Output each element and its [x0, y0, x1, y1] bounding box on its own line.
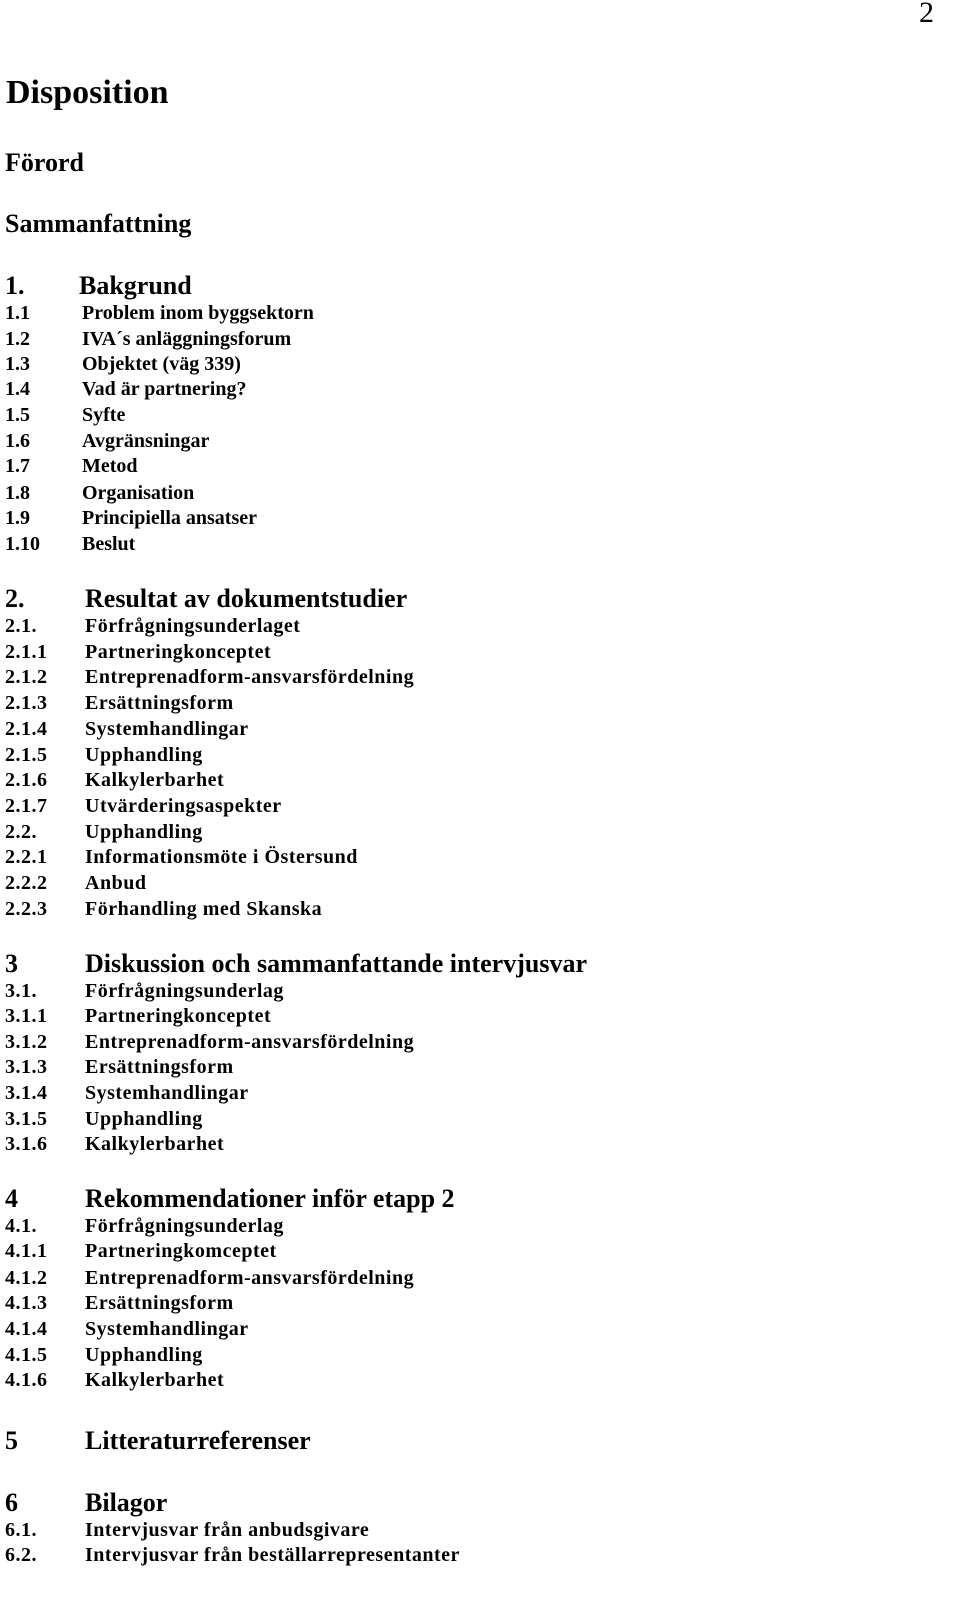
toc-entry-label: Partneringkonceptet [85, 641, 272, 663]
toc-chapter-title: Diskussion och sammanfattande intervjusvar [85, 949, 587, 978]
toc-entry-label: Kalkylerbarhet [85, 1133, 225, 1155]
toc-entry-number: 1.8 [5, 482, 30, 504]
toc-entry-number: 1.10 [5, 533, 40, 555]
toc-entry-label: Systemhandlingar [85, 718, 249, 740]
toc-entry-label: Organisation [82, 482, 195, 504]
toc-entry-number: 2.1.6 [5, 769, 48, 791]
toc-entry-label: Beslut [82, 533, 136, 555]
toc-entry-label: Anbud [85, 872, 147, 894]
toc-entry-label: Ersättningsform [85, 1292, 234, 1314]
toc-chapter-title: Bilagor [85, 1488, 168, 1517]
toc-entry-label: Partneringkomceptet [85, 1240, 277, 1262]
toc-entry-number: 1.9 [5, 507, 30, 529]
toc-entry-label: Upphandling [85, 1108, 203, 1130]
toc-chapter-number: 2. [5, 584, 25, 613]
toc-entry-number: 3.1.5 [5, 1108, 48, 1130]
toc-entry-number: 1.7 [5, 455, 30, 477]
toc-entry-number: 3.1. [5, 980, 37, 1002]
toc-entry-number: 1.1 [5, 302, 30, 324]
toc-chapter-title: Bakgrund [79, 271, 192, 300]
toc-entry-label: Ersättningsform [85, 1056, 234, 1078]
toc-entry-number: 4.1.1 [5, 1240, 48, 1262]
toc-entry-number: 3.1.1 [5, 1005, 48, 1027]
toc-entry-label: Vad är partnering? [82, 378, 247, 400]
toc-chapter-number: 3 [5, 949, 18, 978]
toc-entry-label: Upphandling [85, 1344, 203, 1366]
toc-entry-label: Entreprenadform-ansvarsfördelning [85, 1267, 415, 1289]
toc-chapter-title: Rekommendationer inför etapp 2 [85, 1184, 455, 1213]
toc-entry-label: Utvärderingsaspekter [85, 795, 282, 817]
toc-entry-number: 3.1.3 [5, 1056, 48, 1078]
toc-entry-number: 2.2.3 [5, 898, 48, 920]
toc-chapter-number: 1. [5, 271, 25, 300]
toc-entry-number: 3.1.6 [5, 1133, 48, 1155]
toc-entry-number: 4.1.5 [5, 1344, 48, 1366]
toc-entry-number: 6.2. [5, 1544, 37, 1566]
toc-entry-label: Metod [82, 455, 138, 477]
toc-entry-number: 2.1.2 [5, 666, 48, 688]
heading-preface: Förord [5, 148, 84, 177]
toc-entry-number: 1.6 [5, 430, 30, 452]
toc-entry-number: 3.1.2 [5, 1031, 48, 1053]
toc-entry-label: Upphandling [85, 744, 203, 766]
toc-entry-label: Upphandling [85, 821, 203, 843]
toc-entry-number: 4.1.6 [5, 1369, 48, 1391]
toc-entry-number: 2.2.2 [5, 872, 48, 894]
toc-entry-label: Förfrågningsunderlag [85, 980, 284, 1002]
toc-entry-label: Förhandling med Skanska [85, 898, 323, 920]
toc-entry-number: 4.1. [5, 1215, 37, 1237]
toc-entry-label: Ersättningsform [85, 692, 234, 714]
toc-entry-number: 4.1.2 [5, 1267, 48, 1289]
toc-entry-number: 4.1.3 [5, 1292, 48, 1314]
toc-entry-label: Intervjusvar från anbudsgivare [85, 1519, 370, 1541]
heading-summary: Sammanfattning [5, 209, 192, 238]
toc-entry-number: 2.1.3 [5, 692, 48, 714]
toc-entry-number: 4.1.4 [5, 1318, 48, 1340]
toc-entry-label: IVA´s anläggningsforum [82, 328, 292, 350]
toc-entry-label: Entreprenadform-ansvarsfördelning [85, 1031, 415, 1053]
toc-entry-label: Principiella ansatser [82, 507, 257, 529]
toc-chapter-title: Litteraturreferenser [85, 1426, 311, 1455]
page-number: 2 [919, 0, 934, 29]
toc-entry-label: Objektet (väg 339) [82, 353, 241, 375]
page-title: Disposition [6, 74, 169, 111]
toc-entry-label: Kalkylerbarhet [85, 1369, 225, 1391]
toc-entry-label: Entreprenadform-ansvarsfördelning [85, 666, 415, 688]
toc-chapter-number: 4 [5, 1184, 18, 1213]
toc-entry-number: 3.1.4 [5, 1082, 48, 1104]
toc-entry-label: Intervjusvar från beställarrepresentanter [85, 1544, 460, 1566]
toc-entry-number: 2.1.1 [5, 641, 48, 663]
toc-entry-number: 2.1.7 [5, 795, 48, 817]
toc-chapter-number: 5 [5, 1426, 18, 1455]
toc-entry-number: 1.2 [5, 328, 30, 350]
toc-chapter-number: 6 [5, 1488, 18, 1517]
toc-entry-label: Syfte [82, 404, 126, 426]
toc-entry-label: Systemhandlingar [85, 1318, 249, 1340]
toc-entry-number: 2.1. [5, 615, 37, 637]
toc-entry-label: Informationsmöte i Östersund [85, 846, 358, 868]
toc-entry-number: 2.1.5 [5, 744, 48, 766]
toc-entry-number: 2.1.4 [5, 718, 48, 740]
toc-entry-number: 1.5 [5, 404, 30, 426]
toc-entry-label: Kalkylerbarhet [85, 769, 225, 791]
toc-entry-label: Avgränsningar [82, 430, 210, 452]
toc-entry-number: 1.4 [5, 378, 30, 400]
toc-entry-number: 6.1. [5, 1519, 37, 1541]
toc-entry-number: 2.2.1 [5, 846, 48, 868]
toc-entry-label: Förfrågningsunderlaget [85, 615, 301, 637]
toc-entry-label: Problem inom byggsektorn [82, 302, 314, 324]
toc-entry-label: Systemhandlingar [85, 1082, 249, 1104]
toc-entry-number: 1.3 [5, 353, 30, 375]
toc-chapter-title: Resultat av dokumentstudier [85, 584, 408, 613]
toc-entry-number: 2.2. [5, 821, 37, 843]
toc-entry-label: Partneringkonceptet [85, 1005, 272, 1027]
toc-entry-label: Förfrågningsunderlag [85, 1215, 284, 1237]
